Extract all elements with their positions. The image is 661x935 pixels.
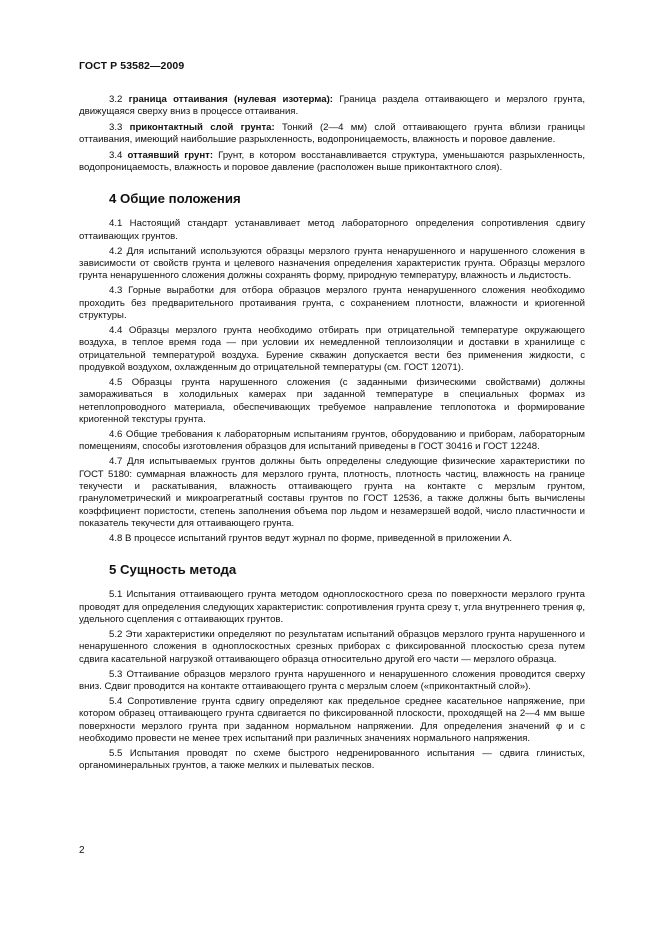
section-5-method: [79, 589, 585, 772]
paragraph-5-2: 5.2 Эти характеристики определяют по результатам испытаний образцов мерзлого грунта нарушенного и ненарушенного сложения в одноплоскостных срезных приборах с фиксированной плоскостью среза путем сдвига касательной нагрузкой оттаивающего образца относительно другой его части — мерзлого образца.: [79, 628, 585, 665]
paragraph-4-1: 4.1 Настоящий стандарт устанавливает метод лабораторного определения сопротивления сдвигу оттаивающих грунтов.: [79, 218, 585, 242]
definition-text: Грунт, в котором восстанавливается структура, уменьшаются разрыхленность, водопроницаемость, влажность и поровое давление (расположен выше приконтактного слоя).: [79, 149, 585, 174]
section-3-definitions: [79, 94, 585, 174]
paragraph-4-5: 4.5 Образцы грунта нарушенного сложения (с заданными физическими свойствами) должны замораживаться в холодильных камерах при заданной температуре в специальных формах из нетеплопроводного материала, обеспечивающих требуемое направление теплопотока и формирование криогенной текстуры грунта.: [79, 376, 585, 426]
paragraph-4-7: 4.7 Для испытываемых грунтов должны быть определены следующие физические характеристики по ГОСТ 5180: суммарная влажность для мерзлого грунта, плотность, плотность частиц, влажность на границе текучести и раскатывания, влажность оттаивающего грунта на контакте с мерзлым грунтом, гранулометрический и микроагрегатный составы грунтов по ГОСТ 12536, а также должны быть вычислены коэффициент пористости, степень заполнения объема пор льдом и незамерзшей водой, число пластичности и показатель текучести для оттаивающего грунта.: [79, 456, 585, 530]
paragraph-4-8: 4.8 В процессе испытаний грунтов ведут журнал по форме, приведенной в приложении А.: [109, 532, 513, 544]
paragraph-4-3: 4.3 Горные выработки для отбора образцов мерзлого грунта ненарушенного сложения необходимо проходить без предварительного протаивания грунта, с сохранением плотности, влажности и криогенной структуры.: [79, 285, 585, 322]
definition-text: Граница раздела оттаивающего и мерзлого грунта, движущаяся сверху вниз в процессе оттаивания.: [79, 94, 585, 118]
document-body: [79, 94, 585, 775]
paragraph-5-4: 5.4 Сопротивление грунта сдвигу определяют как предельное среднее касательное напряжение, при котором образец оттаивающего грунта сдвигается по фиксированной плоскости, проходящей на 2—4 мм выше поверхности мерзлого грунта при заданном нормальном напряжении. Для определения значений φ и c необходимо провести не менее трех испытаний при различных значениях нормального напряжения.: [79, 695, 585, 744]
definition-3-2: [79, 94, 585, 119]
definition-text: Тонкий (2—4 мм) слой оттаивающего грунта вблизи границы оттаивания, имеющий наибольшие разрыхленность, водопроницаемость, влажность и поровое давление.: [79, 121, 586, 146]
definition-number: 3.4: [109, 149, 123, 161]
document-header: ГОСТ Р 53582—2009: [79, 60, 185, 72]
page-number: 2: [79, 845, 85, 856]
definition-term: приконтактный слой грунта:: [129, 121, 275, 133]
section-4-heading: 4 Общие положения: [109, 191, 241, 207]
section-5-heading: 5 Сущность метода: [109, 562, 237, 578]
definition-3-3: [79, 122, 585, 147]
definition-3-4: [79, 150, 585, 175]
paragraph-4-2: 4.2 Для испытаний используются образцы мерзлого грунта ненарушенного и нарушенного сложения в зависимости от свойств грунта и целевого назначения определения характеристик грунта. Образцы мерзлого грунта ненарушенного сложения должны сохранять форму, природную температуру, влажность и льдистость.: [79, 245, 585, 282]
definition-number: 3.2: [109, 94, 123, 105]
paragraph-5-1: 5.1 Испытания оттаивающего грунта методом одноплоскостного среза по поверхности мерзлого грунта проводят для определения следующих характеристик: сопротивления грунта срезу τ, угла внутреннего трения φ, удельного сцепления c оттаивающих грунтов.: [79, 589, 586, 626]
paragraph-5-3: 5.3 Оттаивание образцов мерзлого грунта нарушенного и ненарушенного сложения проводится сверху вниз. Сдвиг проводится на контакте оттаивающего грунта с мерзлым слоем («приконтактный слой»).: [79, 668, 585, 692]
paragraph-5-5: 5.5 Испытания проводят по схеме быстрого недренированного испытания — сдвига глинистых, органоминеральных грунтов, а также мелких и пылеватых песков.: [79, 747, 585, 772]
definition-number: 3.3: [109, 121, 123, 133]
section-4-general: [79, 218, 585, 545]
paragraph-4-4: 4.4 Образцы мерзлого грунта необходимо отбирать при отрицательной температуре окружающего воздуха, в теплое время года — при условии их немедленной теплоизоляции и доставки в хранилище с отрицательной температурой воздуха. Бурение скважин допускается вести без применения жидкости, с продувкой воздухом, охлажденным до отрицательной температуры (см. ГОСТ 12071).: [79, 324, 585, 374]
definition-term: граница оттаивания (нулевая изотерма):: [128, 94, 333, 105]
paragraph-4-6: 4.6 Общие требования к лабораторным испытаниям грунтов, оборудованию и приборам, лабораторным помещениям, способы изготовления образцов для испытаний приведены в ГОСТ 30416 и ГОСТ 12248.: [79, 428, 585, 453]
definition-term: оттаявший грунт:: [127, 149, 214, 161]
